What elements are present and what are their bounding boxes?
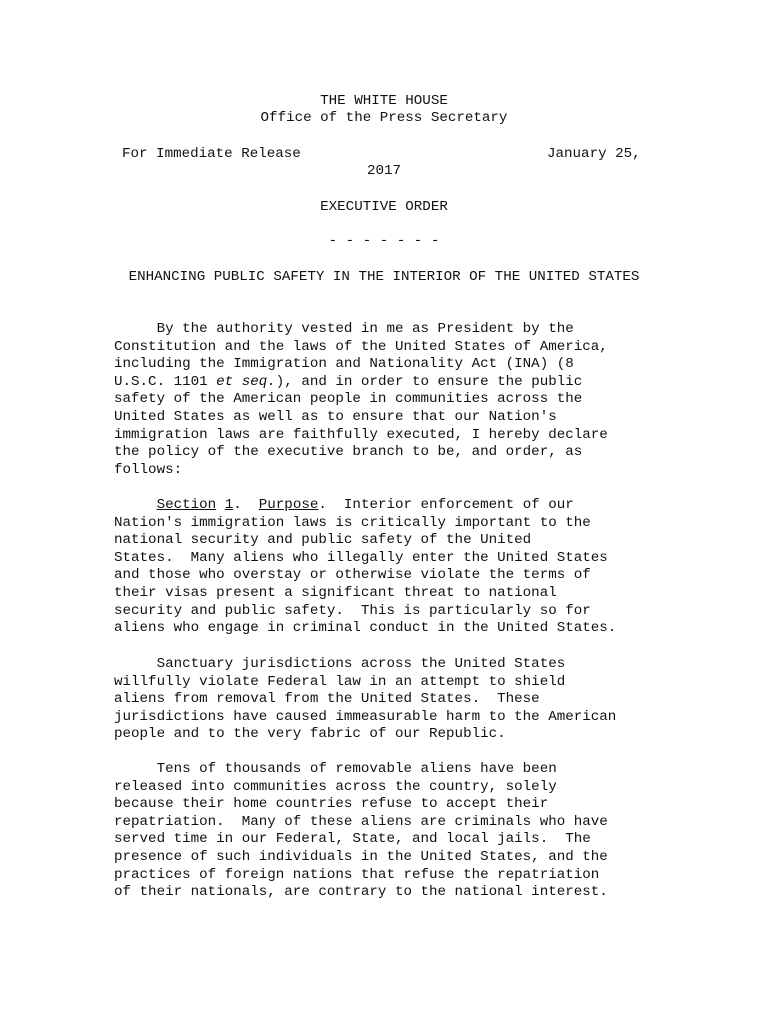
text-line: willfully violate Federal law in an attempt to shield [114,673,566,690]
text-line: follows: [114,461,183,478]
document-title: ENHANCING PUBLIC SAFETY IN THE INTERIOR OF THE UNITED STATES [128,269,640,285]
text-line: because their home countries refuse to accept their [114,796,549,813]
text-line: of their nationals, are contrary to the national interest. [114,884,608,901]
text-line: including the Immigration and Nationality Act (INA) (8 [114,356,574,373]
section-purpose-heading: Purpose [258,497,319,513]
text-line: immigration laws are faithfully executed, I hereby declare [114,426,608,443]
release-date: January 25, [547,146,641,162]
text-line: people and to the very fabric of our Republic. [114,726,506,743]
removable-aliens-paragraph [114,761,654,902]
text-line: national security and public safety of the United [114,532,532,549]
text-line: repatriation. Many of these aliens are criminals who have [114,813,608,830]
text-line: their visas present a significant threat to national [114,584,557,601]
text-line: safety of the American people in communities across the [114,391,583,408]
text-line: and those who overstay or otherwise violate the terms of [114,567,591,584]
release-date-year: 2017 [366,163,402,179]
text-line: United States as well as to ensure that our Nation's [114,408,557,425]
text-line: released into communities across the country, solely [114,778,557,795]
text-line: security and public safety. This is particularly so for [114,602,591,619]
text-line: Constitution and the laws of the United States of America, [114,338,608,355]
section-1-paragraph [114,497,654,638]
release-label: For Immediate Release [122,146,301,162]
text-line: Tens of thousands of removable aliens have been [114,761,557,777]
text-line: presence of such individuals in the United States, and the [114,848,608,865]
office-name: Office of the Press Secretary [260,110,508,126]
separator: - - - - - - - [328,233,440,249]
text-line: By the authority vested in me as President by the [114,321,574,337]
sanctuary-paragraph [114,656,654,744]
text-line: Sanctuary jurisdictions across the United States [114,656,566,672]
citation-text: U.S.C. 1101 [114,373,217,390]
org-name: THE WHITE HOUSE [320,93,448,109]
text-line: aliens who engage in criminal conduct in the United States. [114,620,617,637]
text-line [114,374,654,392]
text-line: Nation's immigration laws is critically important to the [114,514,591,531]
section-heading-line: Section 1. Purpose. Interior enforcement of our [156,497,574,513]
text-line: served time in our Federal, State, and local jails. The [114,831,591,848]
text-line: the policy of the executive branch to be, and order, as [114,444,583,461]
section-number: 1 [224,497,234,513]
text-line: practices of foreign nations that refuse the repatriation [114,866,600,883]
document-type: EXECUTIVE ORDER [320,199,448,215]
et-seq-italic: et seq. [216,373,276,390]
text-line: States. Many aliens who illegally enter the United States [114,549,608,566]
intro-paragraph [114,321,654,479]
text-line: aliens from removal from the United States. These [114,691,540,708]
citation-tail: ), and in order to ensure the public [275,373,583,390]
text-line: jurisdictions have caused immeasurable harm to the American [114,708,617,725]
section-label: Section [156,497,217,513]
